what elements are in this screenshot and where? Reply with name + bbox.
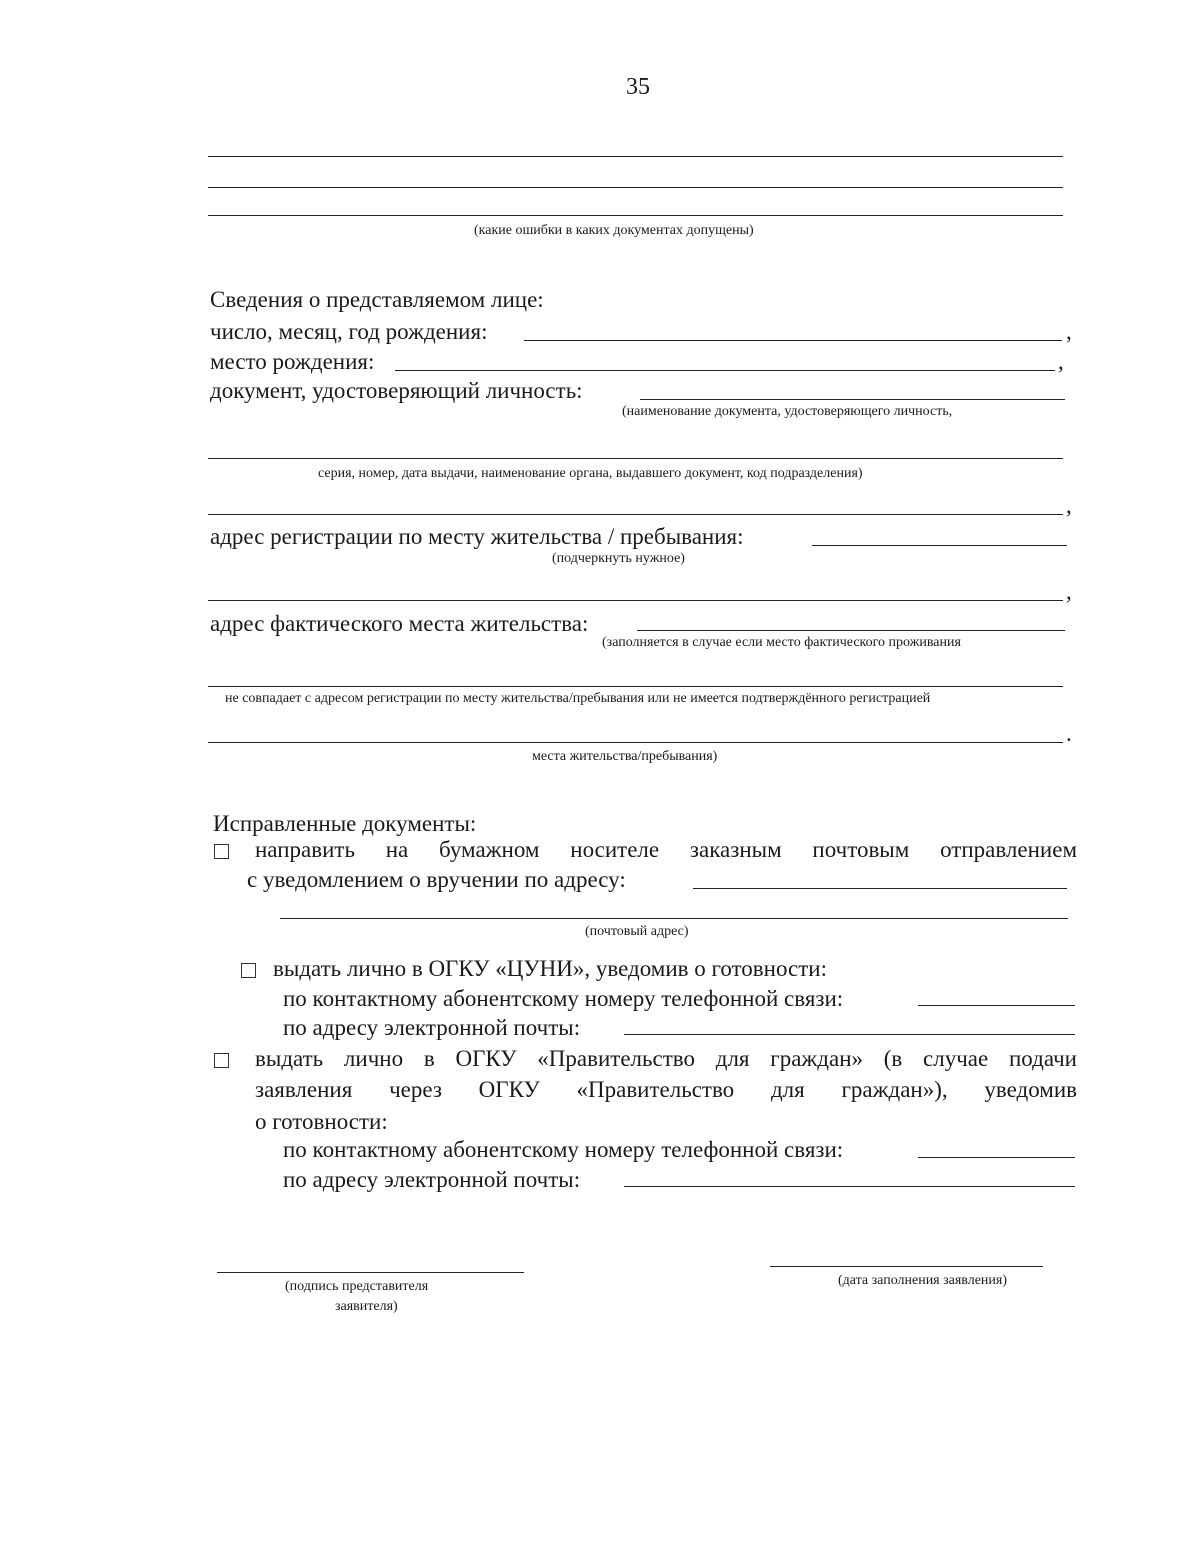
date-field[interactable] xyxy=(770,1266,1043,1267)
checkbox-gov[interactable] xyxy=(214,1052,229,1074)
actual-address-field-3[interactable] xyxy=(208,742,1063,743)
page-number: 35 xyxy=(626,74,650,100)
option-mail-line-1: направить на бумажном носителе заказным почтовым отправлением xyxy=(255,837,1077,862)
reg-address-label: адрес регистрации по месту жительства / пребывания: xyxy=(210,524,744,549)
reg-address-field[interactable] xyxy=(812,545,1067,546)
errors-line-2[interactable] xyxy=(208,187,1063,188)
signature-field[interactable] xyxy=(217,1272,524,1273)
checkbox-mail[interactable] xyxy=(214,843,229,865)
phone-field-2[interactable] xyxy=(918,1157,1075,1158)
email-field-2[interactable] xyxy=(624,1186,1075,1187)
birth-date-field[interactable] xyxy=(524,340,1062,341)
actual-address-caption-3: места жительства/пребывания) xyxy=(532,749,718,764)
email-label-2: по адресу электронной почты: xyxy=(283,1167,581,1192)
actual-address-caption-2: не совпадает с адресом регистрации по месту жительства/пребывания или не имеется подтверждённого регистрацией xyxy=(225,691,931,706)
errors-caption: (какие ошибки в каких документах допущены) xyxy=(474,223,754,238)
comma: , xyxy=(1066,579,1072,604)
option-mail-line-2: с уведомлением о вручении по адресу: xyxy=(247,867,626,892)
delivery-heading: Исправленные документы: xyxy=(213,811,477,836)
phone-label-2: по контактному абонентскому номеру телефонной связи: xyxy=(283,1137,844,1162)
email-field[interactable] xyxy=(624,1034,1075,1035)
id-document-caption-2: серия, номер, дата выдачи, наименование органа, выдавшего документ, код подразделения) xyxy=(318,466,863,481)
comma: , xyxy=(1058,349,1064,374)
actual-address-field[interactable] xyxy=(637,630,1065,631)
signature-caption-2: заявителя) xyxy=(335,1299,398,1314)
id-document-label: документ, удостоверяющий личность: xyxy=(210,378,583,403)
postal-caption: (почтовый адрес) xyxy=(585,924,689,939)
person-heading: Сведения о представляемом лице: xyxy=(210,287,544,312)
option-gov-line-1: выдать лично в ОГКУ «Правительство для граждан» (в случае подачи xyxy=(255,1046,1077,1071)
birth-place-label: место рождения: xyxy=(210,349,375,374)
id-document-field-3[interactable] xyxy=(208,514,1063,515)
date-caption: (дата заполнения заявления) xyxy=(838,1273,1008,1288)
postal-address-field[interactable] xyxy=(693,888,1067,889)
actual-address-caption-1: (заполняется в случае если место фактического проживания xyxy=(602,635,961,650)
actual-address-label: адрес фактического места жительства: xyxy=(210,611,589,636)
phone-label: по контактному абонентскому номеру телефонной связи: xyxy=(283,986,844,1011)
errors-line-3[interactable] xyxy=(208,215,1063,216)
signature-caption-1: (подпись представителя xyxy=(285,1279,429,1294)
postal-address-field-2[interactable] xyxy=(280,918,1068,919)
errors-line-1[interactable] xyxy=(208,156,1063,157)
checkbox-cuni[interactable] xyxy=(241,962,256,984)
id-document-caption-1: (наименование документа, удостоверяющего личность, xyxy=(622,404,953,419)
email-label: по адресу электронной почты: xyxy=(283,1015,581,1040)
id-document-field-2[interactable] xyxy=(208,458,1063,459)
comma: , xyxy=(1066,493,1072,518)
comma: , xyxy=(1066,319,1072,344)
option-cuni: выдать лично в ОГКУ «ЦУНИ», уведомив о готовности: xyxy=(273,956,827,981)
reg-address-field-2[interactable] xyxy=(208,600,1063,601)
birth-date-label: число, месяц, год рождения: xyxy=(210,319,488,344)
phone-field[interactable] xyxy=(918,1005,1075,1006)
option-gov-line-2: заявления через ОГКУ «Правительство для граждан»), уведомив xyxy=(255,1077,1077,1102)
id-document-field[interactable] xyxy=(640,399,1065,400)
reg-address-caption: (подчеркнуть нужное) xyxy=(552,551,685,566)
period: . xyxy=(1066,721,1072,746)
actual-address-field-2[interactable] xyxy=(208,686,1063,687)
birth-place-field[interactable] xyxy=(395,370,1055,371)
option-gov-line-3: о готовности: xyxy=(255,1109,388,1134)
